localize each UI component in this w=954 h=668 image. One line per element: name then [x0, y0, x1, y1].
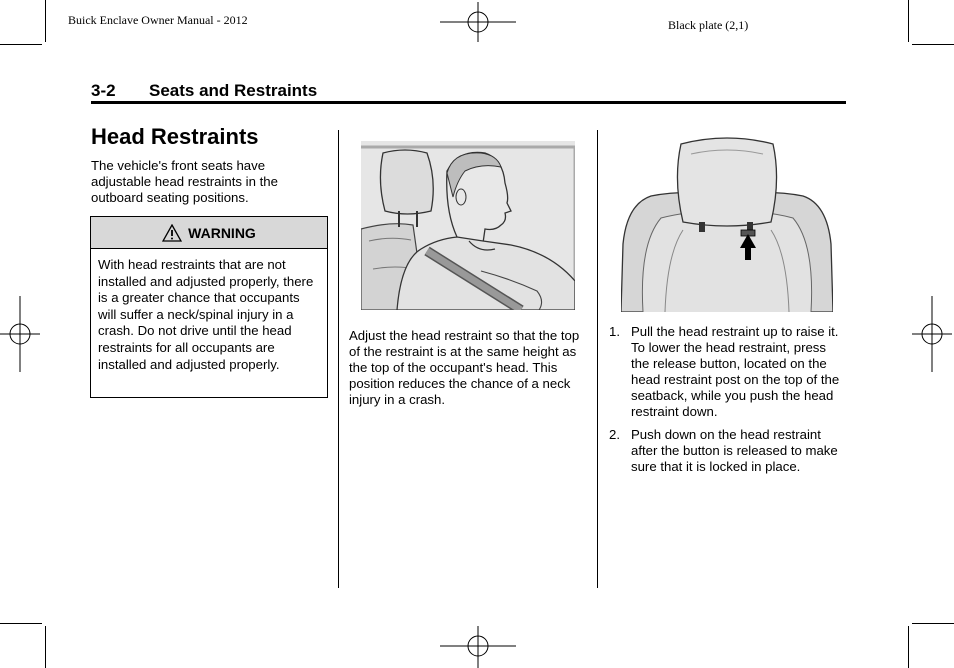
warning-label: WARNING: [188, 224, 256, 241]
page-title: Head Restraints: [91, 124, 259, 149]
section-title: Seats and Restraints: [149, 81, 318, 100]
adjust-caption: Adjust the head restraint so that the top of the restraint is at the same height as the top of the occupant's head. This position reduces the chance of a neck injury in a crash.: [349, 328, 580, 407]
column-divider-1: [338, 130, 339, 588]
intro-paragraph: The vehicle's front seats have adjustable head restraints in the outboard seating positions.: [91, 158, 278, 205]
section-heading: [91, 81, 317, 101]
registration-mark-right: [912, 296, 952, 372]
step-text: Push down on the head restraint after the button is released to make sure that it is locked in place.: [631, 427, 838, 474]
list-item: [609, 324, 847, 420]
registration-mark-top: [440, 2, 516, 42]
warning-text: With head restraints that are not installed and adjusted properly, there is a greater chance that occupants will suffer a neck/spinal injury in a crash. Do not drive until the head restraints for all occupants are installed and adjusted properly.: [98, 257, 314, 372]
warning-header: [91, 217, 327, 249]
registration-mark-left: [0, 296, 40, 372]
step-number: 1.: [609, 324, 620, 339]
header-rule: [91, 101, 846, 104]
column-divider-2: [597, 130, 598, 588]
steps-list: [609, 324, 847, 482]
warning-box: [90, 216, 328, 398]
plate-label: Black plate (2,1): [668, 18, 749, 32]
manual-title: Buick Enclave Owner Manual - 2012: [68, 13, 248, 27]
section-number: 3-2: [91, 81, 116, 100]
release-button-illustration: [621, 134, 833, 312]
registration-mark-bottom: [440, 626, 516, 668]
step-number: 2.: [609, 427, 620, 442]
occupant-head-restraint-illustration: [361, 141, 575, 310]
warning-triangle-icon: [162, 224, 182, 242]
list-item: [609, 427, 847, 475]
step-text: Pull the head restraint up to raise it. To lower the head restraint, press the release button, located on the head restraint post on the top of the seatback, while you push the head restraint down.: [631, 324, 840, 419]
